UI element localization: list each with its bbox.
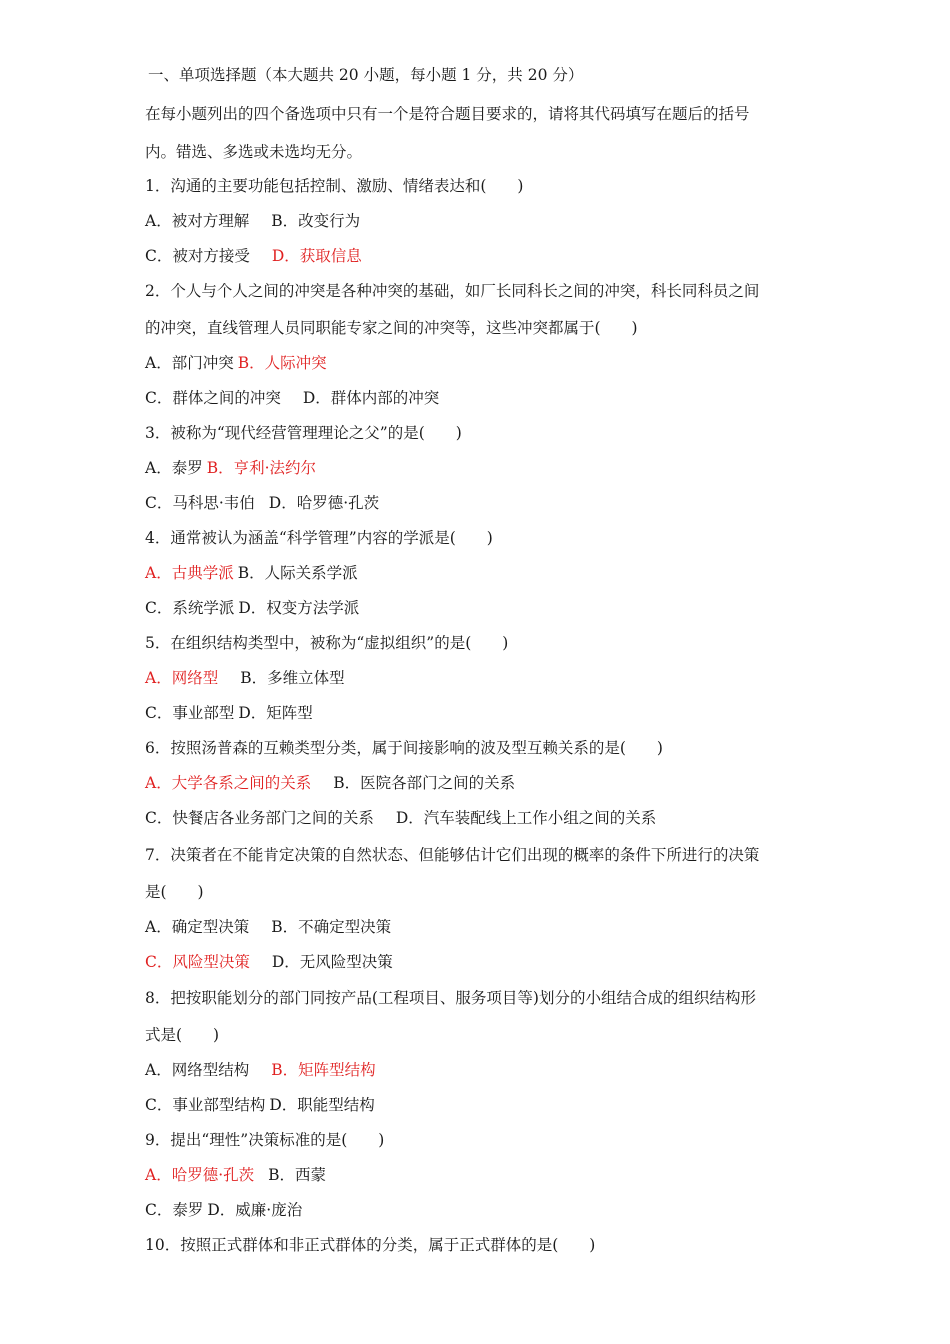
option-a-answer: A．古典学派 <box>145 564 234 582</box>
option-b: B．不确定型决策 <box>271 918 392 936</box>
option-d: D．哈罗德·孔茨 <box>268 494 380 512</box>
question-10-stem: 10．按照正式群体和非正式群体的分类，属于正式群体的是( ) <box>145 1236 596 1254</box>
question-8-options-cd <box>145 1095 375 1115</box>
option-b: B．多维立体型 <box>240 669 345 687</box>
instructions-line-2: 内。错选、多选或未选均无分。 <box>145 143 363 161</box>
question-4-stem: 4．通常被认为涵盖“科学管理”内容的学派是( ) <box>145 529 493 547</box>
option-c: C．事业部型结构 <box>145 1096 266 1114</box>
question-2-stem-line-2: 的冲突，直线管理人员同职能专家之间的冲突等，这些冲突都属于( ) <box>145 319 638 337</box>
question-6-options-cd <box>145 808 656 828</box>
option-d: D．权变方法学派 <box>238 599 360 617</box>
option-a: A．泰罗 <box>145 459 203 477</box>
option-c: C．群体之间的冲突 <box>145 389 281 407</box>
option-a-answer: A．哈罗德·孔茨 <box>145 1166 255 1184</box>
option-c: C．事业部型 <box>145 704 235 722</box>
option-d: D．职能型结构 <box>269 1096 375 1114</box>
option-a: A．部门冲突 <box>145 354 234 372</box>
option-d: D．汽车装配线上工作小组之间的关系 <box>395 809 657 827</box>
option-a: A．网络型结构 <box>145 1061 250 1079</box>
question-8-stem-line-1: 8．把按职能划分的部门同按产品(工程项目、服务项目等)划分的小组结合成的组织结构形 <box>145 989 756 1007</box>
question-3-options-ab <box>145 458 316 478</box>
question-1-stem: 1．沟通的主要功能包括控制、激励、情绪表达和( ) <box>145 177 524 195</box>
question-2-options-ab <box>145 353 327 373</box>
option-c: C．快餐店各业务部门之间的关系 <box>145 809 374 827</box>
question-5-options-ab <box>145 668 345 688</box>
question-1-options-ab <box>145 211 360 231</box>
option-b: B．医院各部门之间的关系 <box>333 774 516 792</box>
question-9-options-cd <box>145 1200 302 1220</box>
option-d: D．无风险型决策 <box>271 953 393 971</box>
option-d-answer: D．获取信息 <box>271 247 362 265</box>
question-3-stem: 3．被称为“现代经营管理理论之父”的是( ) <box>145 424 462 442</box>
option-b-answer: B．人际冲突 <box>237 354 327 372</box>
question-5-stem: 5．在组织结构类型中，被称为“虚拟组织”的是( ) <box>145 634 509 652</box>
option-b: B．改变行为 <box>271 212 361 230</box>
question-7-options-cd <box>145 952 393 972</box>
option-b: B．人际关系学派 <box>237 564 358 582</box>
option-d: D．威廉·庞治 <box>207 1201 303 1219</box>
instructions-line-1: 在每小题列出的四个备选项中只有一个是符合题目要求的，请将其代码填写在题后的括号 <box>145 105 750 123</box>
question-8-stem-line-2: 式是( ) <box>145 1026 220 1044</box>
option-d: D．矩阵型 <box>238 704 313 722</box>
question-2-stem-line-1: 2．个人与个人之间的冲突是各种冲突的基础，如厂长同科长之间的冲突，科长同科员之间 <box>145 282 760 300</box>
question-3-options-cd <box>145 493 379 513</box>
section-heading: 一、单项选择题（本大题共 20 小题，每小题 1 分，共 20 分） <box>148 66 584 84</box>
option-b-answer: B．亨利·法约尔 <box>206 459 317 477</box>
question-7-stem-line-1: 7．决策者在不能肯定决策的自然状态、但能够估计它们出现的概率的条件下所进行的决策 <box>145 846 760 864</box>
question-5-options-cd <box>145 703 313 723</box>
question-7-options-ab <box>145 917 391 937</box>
option-b-answer: B．矩阵型结构 <box>271 1061 376 1079</box>
question-2-options-cd <box>145 388 439 408</box>
option-a-answer: A．大学各系之间的关系 <box>145 774 312 792</box>
question-4-options-cd <box>145 598 359 618</box>
option-c: C．泰罗 <box>145 1201 204 1219</box>
option-a-answer: A．网络型 <box>145 669 219 687</box>
option-c: C．系统学派 <box>145 599 235 617</box>
question-4-options-ab <box>145 563 358 583</box>
question-9-stem: 9．提出“理性”决策标准的是( ) <box>145 1131 385 1149</box>
option-d: D．群体内部的冲突 <box>302 389 440 407</box>
option-a: A．确定型决策 <box>145 918 250 936</box>
option-a: A．被对方理解 <box>145 212 250 230</box>
option-b: B．西蒙 <box>268 1166 327 1184</box>
question-6-options-ab <box>145 773 515 793</box>
option-c: C．被对方接受 <box>145 247 250 265</box>
question-8-options-ab <box>145 1060 376 1080</box>
question-9-options-ab <box>145 1165 326 1185</box>
option-c: C．马科思·韦伯 <box>145 494 255 512</box>
question-7-stem-line-2: 是( ) <box>145 883 204 901</box>
option-c-answer: C．风险型决策 <box>145 953 250 971</box>
question-1-options-cd <box>145 246 362 266</box>
question-6-stem: 6．按照汤普森的互赖类型分类，属于间接影响的波及型互赖关系的是( ) <box>145 739 663 757</box>
